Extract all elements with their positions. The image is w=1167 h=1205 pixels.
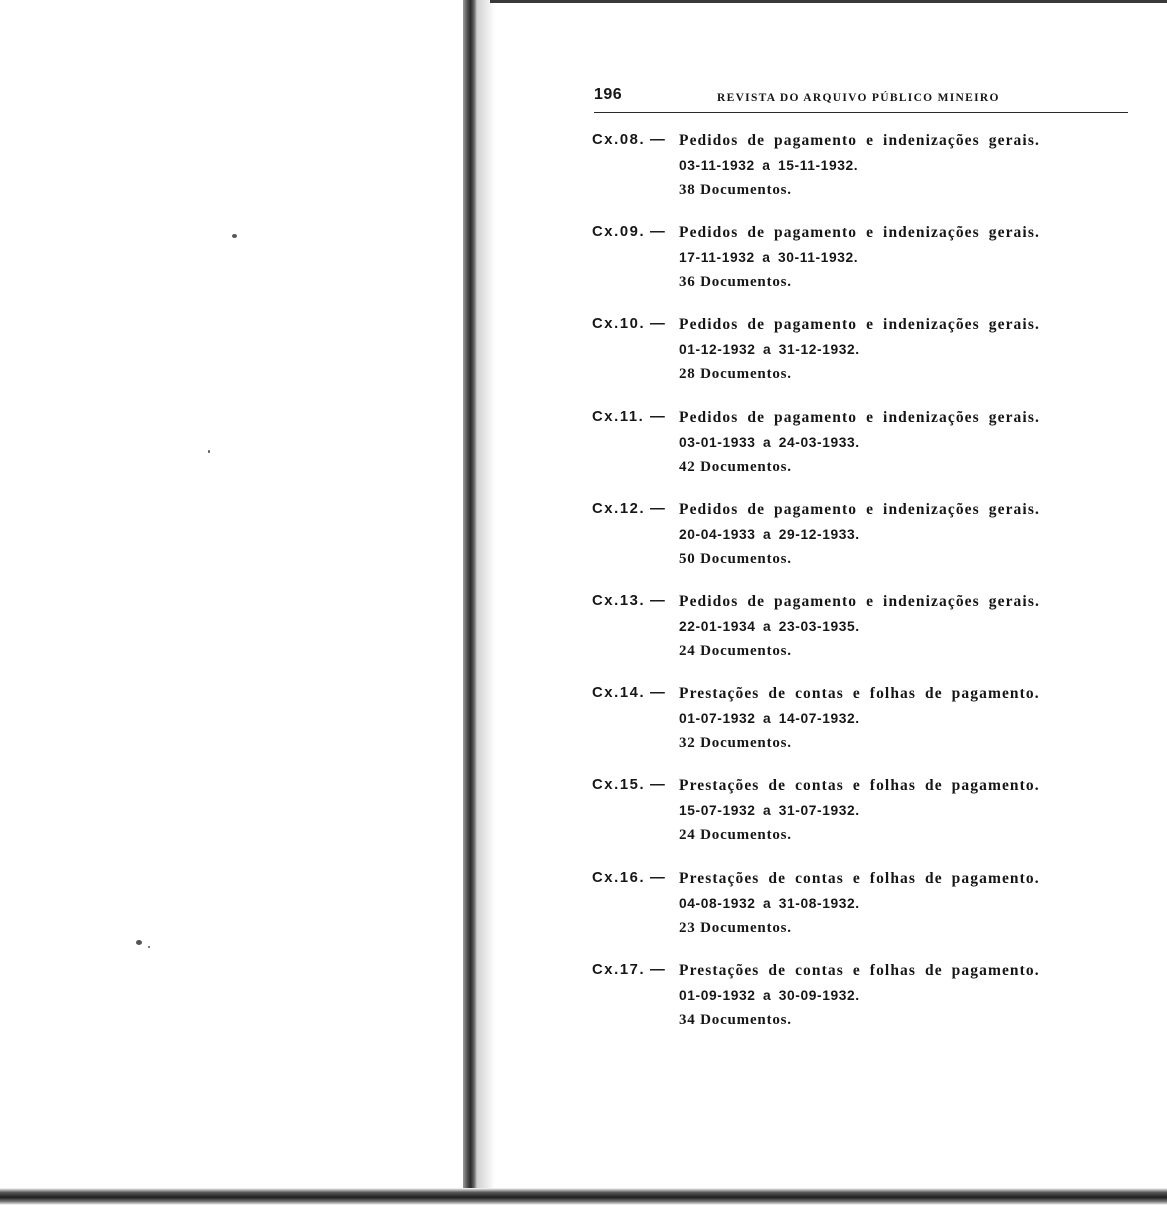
box-entry: [587, 590, 1057, 682]
entry-dash: —: [650, 500, 665, 517]
box-code: Cx.08.: [592, 132, 646, 148]
box-description: Pedidos de pagamento e indenizações gerais.: [679, 592, 1040, 610]
box-description: Prestações de contas e folhas de pagamento.: [679, 777, 1040, 795]
box-date-range: 04-08-1932 a 31-08-1932.: [679, 895, 860, 911]
box-document-count: 38 Documentos.: [679, 182, 792, 198]
box-entry: [587, 867, 1057, 959]
box-description: Pedidos de pagamento e indenizações gerais.: [679, 316, 1040, 334]
box-code: Cx.10.: [592, 316, 646, 333]
box-entry: [587, 313, 1057, 405]
box-code: Cx.12.: [592, 500, 646, 517]
box-code: Cx.13.: [592, 592, 646, 609]
box-code: Cx.14.: [592, 685, 646, 702]
entry-dash: —: [650, 961, 665, 978]
scan-speck: [136, 940, 142, 945]
box-description: Pedidos de pagamento e indenizações gerais.: [679, 224, 1040, 242]
box-document-count: 50 Documentos.: [679, 550, 792, 567]
entry-dash: —: [650, 132, 665, 148]
entry-dash: —: [650, 592, 665, 609]
box-entry: [587, 221, 1057, 313]
entry-dash: —: [650, 316, 665, 333]
running-title: REVISTA DO ARQUIVO PÚBLICO MINEIRO: [717, 92, 1000, 104]
scan-speck: [208, 450, 210, 453]
box-entry: [587, 406, 1057, 498]
box-code: Cx.15.: [592, 777, 646, 794]
box-document-count: 24 Documentos.: [679, 827, 792, 844]
box-document-count: 24 Documentos.: [679, 642, 792, 659]
scan-speck: [232, 234, 237, 238]
box-description: Pedidos de pagamento e indenizações gerais.: [679, 132, 1040, 149]
page-bottom-edge: [0, 1188, 1167, 1205]
box-entry: [587, 774, 1057, 866]
box-document-count: 36 Documentos.: [679, 274, 792, 291]
box-description: Prestações de contas e folhas de pagamento.: [679, 685, 1040, 703]
box-date-range: 17-11-1932 a 30-11-1932.: [679, 250, 859, 266]
box-code: Cx.11.: [592, 408, 645, 425]
page-number: 196: [594, 86, 623, 103]
scan-speck: [148, 946, 150, 948]
book-spine-gutter: [463, 0, 477, 1190]
page-top-edge: [490, 0, 1167, 3]
entry-dash: —: [650, 224, 665, 241]
gutter-shadow: [477, 0, 495, 1190]
box-date-range: 03-11-1932 a 15-11-1932.: [679, 158, 859, 173]
entry-dash: —: [650, 777, 665, 794]
box-code: Cx.16.: [592, 869, 646, 886]
box-document-count: 23 Documentos.: [679, 919, 792, 936]
entry-dash: —: [650, 408, 665, 425]
box-description: Prestações de contas e folhas de pagamento.: [679, 869, 1040, 887]
box-description: Pedidos de pagamento e indenizações gerais.: [679, 500, 1040, 518]
box-document-count: 34 Documentos.: [679, 1011, 792, 1028]
box-entry: [587, 498, 1057, 590]
running-header: [594, 84, 1128, 113]
box-date-range: 01-07-1932 a 14-07-1932.: [679, 711, 860, 727]
box-date-range: 03-01-1933 a 24-03-1933.: [679, 434, 860, 450]
box-document-count: 28 Documentos.: [679, 366, 792, 383]
box-entry: [587, 959, 1057, 1051]
entry-dash: —: [650, 685, 665, 702]
box-document-count: 42 Documentos.: [679, 458, 792, 475]
box-date-range: 15-07-1932 a 31-07-1932.: [679, 803, 860, 819]
box-entry: [587, 682, 1057, 774]
box-date-range: 22-01-1934 a 23-03-1935.: [679, 618, 860, 634]
box-document-count: 32 Documentos.: [679, 735, 792, 752]
box-inventory-list: [587, 129, 1057, 1051]
box-description: Pedidos de pagamento e indenizações gerais.: [679, 408, 1040, 426]
box-code: Cx.17.: [592, 961, 646, 978]
box-code: Cx.09.: [592, 224, 646, 241]
box-date-range: 01-09-1932 a 30-09-1932.: [679, 987, 860, 1003]
box-description: Prestações de contas e folhas de pagamento.: [679, 961, 1040, 979]
box-date-range: 20-04-1933 a 29-12-1933.: [679, 526, 860, 542]
box-entry: [587, 129, 1057, 221]
entry-dash: —: [650, 869, 665, 886]
box-date-range: 01-12-1932 a 31-12-1932.: [679, 342, 860, 358]
